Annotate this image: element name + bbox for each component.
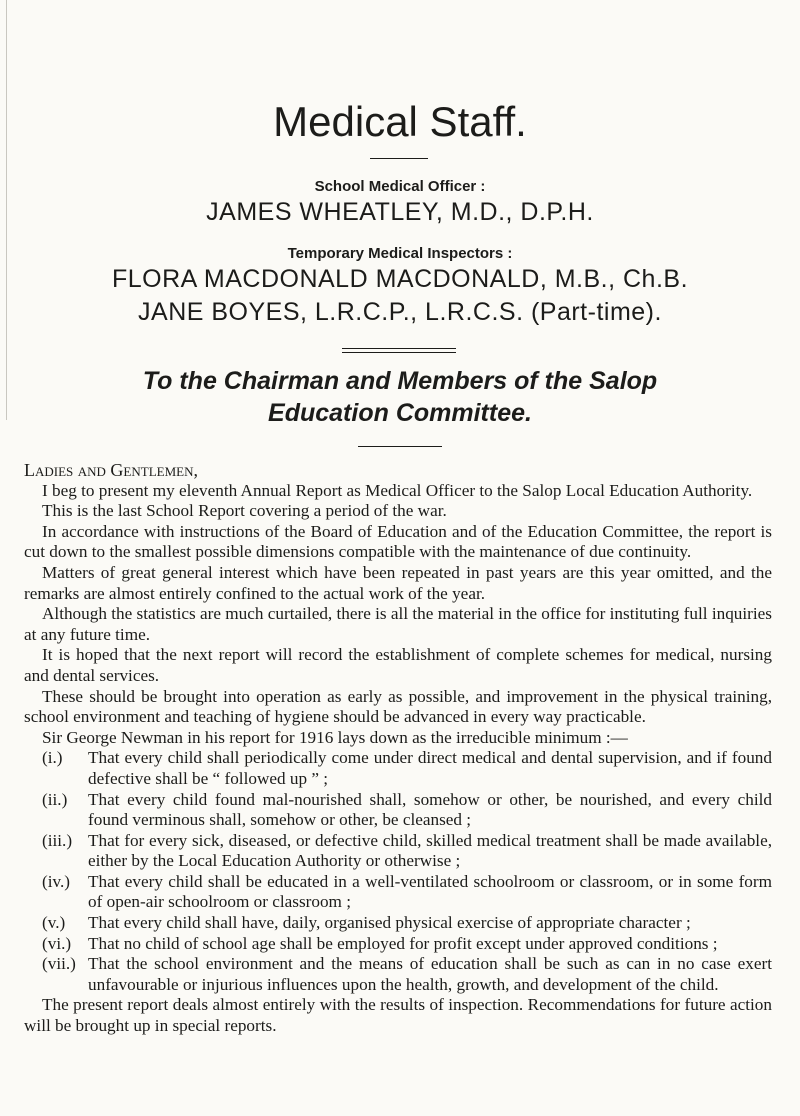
list-item-number: (iv.): [42, 871, 70, 891]
paragraph: Sir George Newman in his report for 1916 lays down as the irreducible minimum :—: [42, 727, 628, 747]
inspector-name-1: FLORA MACDONALD MACDONALD, M.B., Ch.B.: [111, 265, 689, 293]
list-item: [24, 831, 772, 872]
paragraph: In accordance with instructions of the Board of Education and of the Education Committee, the report is cut down to the smallest possible dimensions compatible with the maintenance of due continuity.: [24, 521, 772, 562]
letter-body: [24, 460, 772, 1037]
list-item-number: (v.): [42, 913, 66, 933]
list-item-text: That every child found mal-nourished shall, somehow or other, be nourished, and every child found verminous shall, somehow or other, be cleansed ;: [88, 789, 772, 830]
letter-salutation: Ladies and Gentlemen,: [24, 460, 198, 480]
list-item-number: (iii.): [42, 830, 73, 850]
list-item-text: That every child shall have, daily, organised physical exercise of appropriate character ;: [88, 913, 691, 933]
list-item-text: That the school environment and the means of education shall be such as can in no case exert unfavourable or injurious influences upon the health, growth, and development of the child.: [88, 954, 772, 994]
paragraph: Matters of great general interest which have been repeated in past years are this year omitted, and the remarks are almost entirely confined to the actual work of the year.: [24, 562, 772, 603]
list-item-text: That every child shall periodically come under direct medical and dental supervision, and if found defective shall be “ followed up ” ;: [88, 748, 772, 788]
list-item-number: (vii.): [42, 954, 76, 974]
list-item-text: That for every sick, diseased, or defective child, skilled medical treatment shall be made available, either by the Local Education Authority or otherwise ;: [88, 830, 772, 871]
paragraph: I beg to present my eleventh Annual Report as Medical Officer to the Salop Local Education Authority.: [42, 480, 753, 500]
title-divider: [370, 158, 428, 159]
list-item-text: That every child shall be educated in a well-ventilated schoolroom or classroom, or in some form of open-air schoolroom or classroom ;: [88, 871, 772, 912]
medical-officer-label: School Medical Officer :: [314, 178, 486, 195]
list-item: [24, 913, 772, 934]
paragraph: This is the last School Report covering a period of the war.: [42, 501, 447, 521]
medical-officer-name: JAMES WHEATLEY, M.D., D.P.H.: [206, 198, 594, 226]
list-item-number: (vi.): [42, 933, 72, 953]
list-item: [24, 748, 772, 789]
page-title: Medical Staff.: [273, 98, 527, 145]
list-item: [24, 790, 772, 831]
list-item-number: (ii.): [42, 789, 68, 809]
inspectors-label: Temporary Medical Inspectors :: [287, 245, 513, 262]
closing-paragraph: The present report deals almost entirely with the results of inspection. Recommendations for future action will be brought up in special reports.: [24, 995, 772, 1036]
section-divider-top: [342, 348, 456, 349]
paragraph: Although the statistics are much curtailed, there is all the material in the office for instituting full inquiries at any future time.: [24, 604, 772, 644]
list-item: [24, 934, 772, 955]
address-line-1: To the Chairman and Members of the Salop: [142, 367, 658, 395]
list-item-number: (i.): [42, 748, 63, 768]
paragraph: These should be brought into operation as early as possible, and improvement in the physical training, school environment and teaching of hygiene should be advanced in every way practicable.: [24, 686, 772, 727]
list-item: [24, 954, 772, 995]
address-line-2: Education Committee.: [268, 399, 532, 427]
list-item-text: That no child of school age shall be employed for profit except under approved conditions ;: [88, 933, 718, 953]
address-divider: [358, 446, 442, 447]
inspector-name-2: JANE BOYES, L.R.C.P., L.R.C.S. (Part-time).: [138, 298, 662, 326]
list-item: [24, 872, 772, 913]
paragraph: It is hoped that the next report will record the establishment of complete schemes for medical, nursing and dental services.: [24, 645, 772, 685]
section-divider-bottom: [342, 352, 456, 353]
